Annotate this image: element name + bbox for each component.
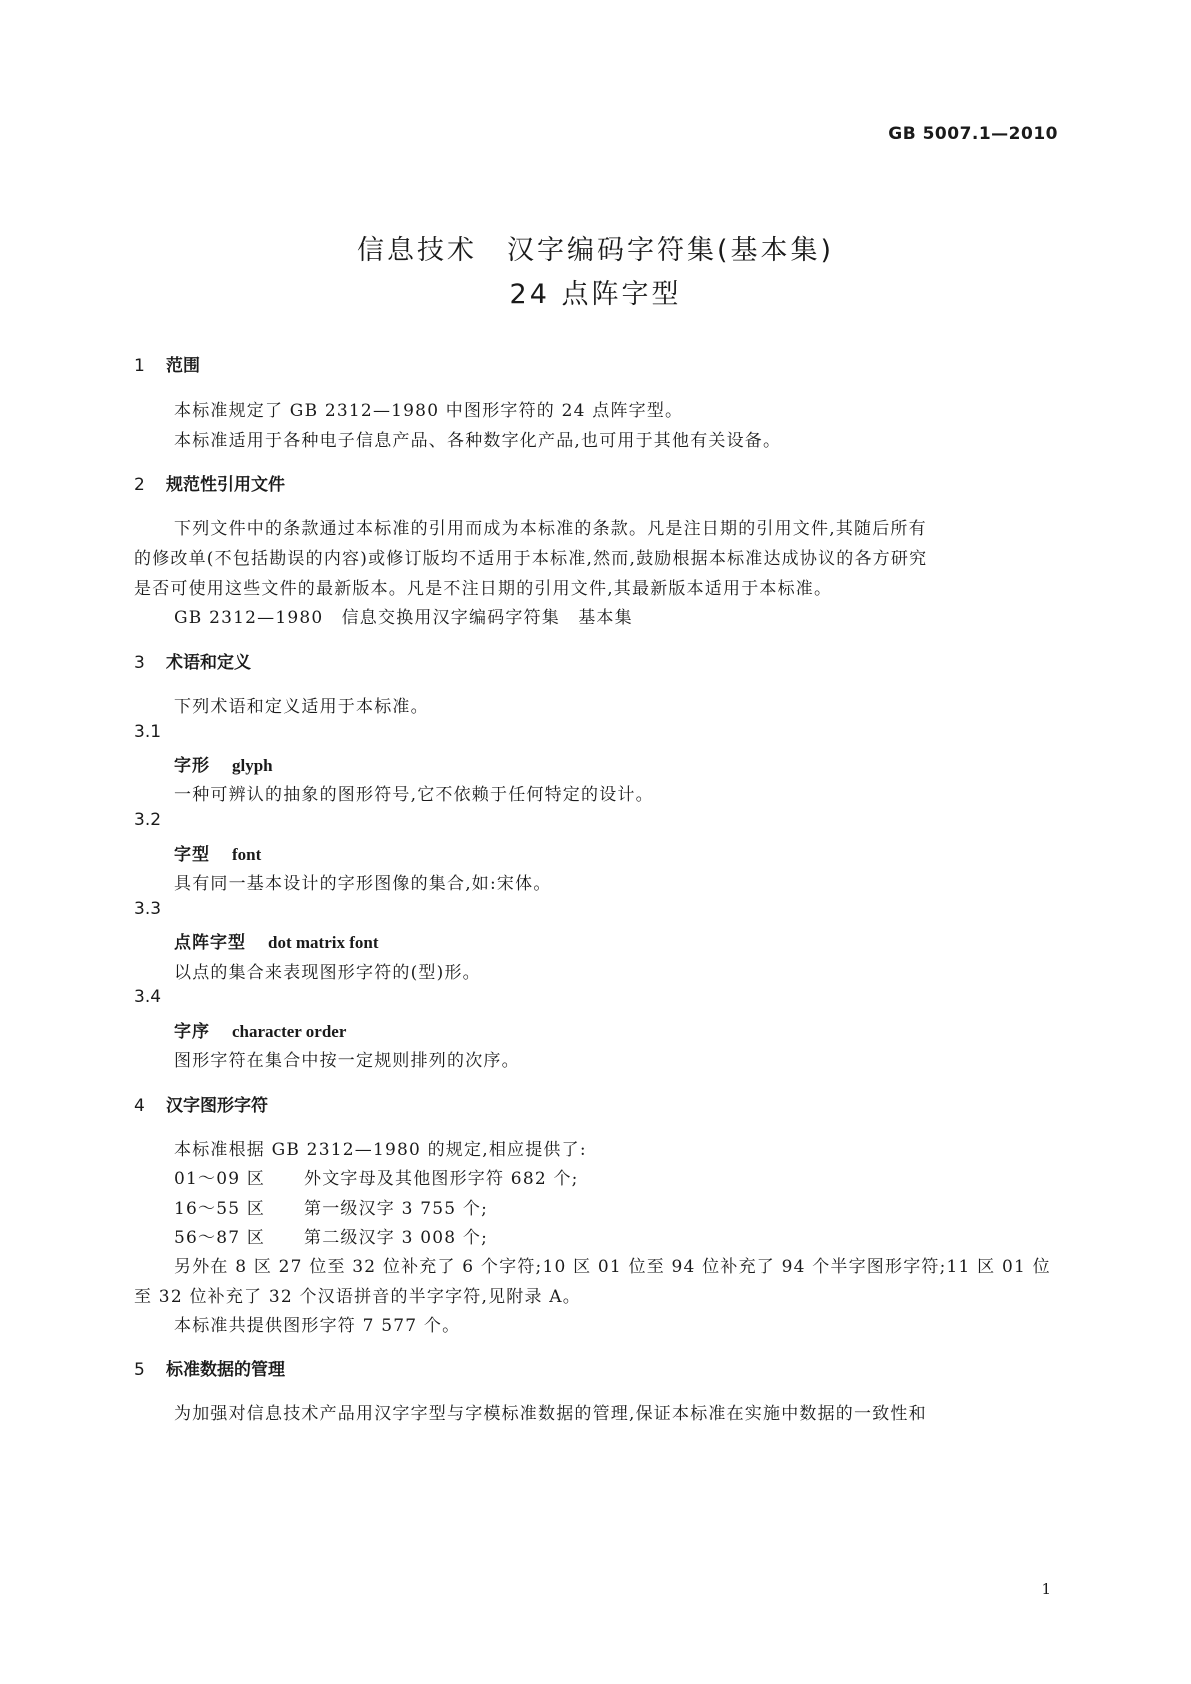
section-number: 1 [134,356,145,376]
section-number: 2 [134,475,145,495]
paragraph-line: 至 32 位补充了 32 个汉语拼音的半字字符,见附录 A。 [134,1287,581,1307]
document-title: 信息技术 汉字编码字符集(基本集) [356,235,835,266]
zone-row [174,1223,488,1248]
clause-number: 3.2 [134,810,162,830]
term-en: font [232,845,262,864]
term-entry [174,1017,346,1042]
section-title: 标准数据的管理 [166,1360,285,1380]
term-en: dot matrix font [268,933,379,952]
section-title: 汉字图形字符 [166,1096,268,1116]
section-title: 范围 [166,356,200,376]
clause-number: 3.4 [134,987,162,1007]
term-definition: 一种可辨认的抽象的图形符号,它不依赖于任何特定的设计。 [174,785,654,805]
paragraph: 本标准根据 GB 2312—1980 的规定,相应提供了: [174,1140,587,1160]
term-zh: 字序 [174,1022,210,1042]
section-heading-1 [134,351,200,376]
paragraph-line: 是否可使用这些文件的最新版本。凡是不注日期的引用文件,其最新版本适用于本标准。 [134,579,833,599]
paragraph: 本标准规定了 GB 2312—1980 中图形字符的 24 点阵字型。 [174,401,684,421]
term-zh: 字型 [174,845,210,865]
term-en: character order [232,1022,347,1041]
paragraph: 本标准共提供图形字符 7 577 个。 [174,1316,461,1336]
term-zh: 点阵字型 [174,933,246,953]
term-entry [174,751,273,776]
section-heading-2 [134,470,285,495]
clause-number: 3.1 [134,722,162,742]
zone-range: 16～55 区 [174,1199,266,1219]
term-zh: 字形 [174,756,210,776]
page-number: 1 [1041,1580,1051,1598]
document-subtitle: 24 点阵字型 [509,279,682,310]
term-en: glyph [232,756,273,775]
paragraph-line: 的修改单(不包括勘误的内容)或修订版均不适用于本标准,然而,鼓励根据本标准达成协议的各方研究 [134,549,928,569]
zone-description: 第一级汉字 3 755 个; [304,1199,489,1219]
zone-row [174,1164,579,1189]
term-entry [174,928,378,953]
paragraph: 本标准适用于各种电子信息产品、各种数字化产品,也可用于其他有关设备。 [174,431,782,451]
paragraph-line: 另外在 8 区 27 位至 32 位补充了 6 个字符;10 区 01 位至 94 位补充了 94 个半字图形字符;11 区 01 位 [174,1257,1051,1277]
section-heading-5 [134,1355,285,1380]
paragraph-line: 下列文件中的条款通过本标准的引用而成为本标准的条款。凡是注日期的引用文件,其随后所有 [174,519,927,539]
section-heading-4 [134,1091,268,1116]
zone-row [174,1194,488,1219]
zone-range: 56～87 区 [174,1228,266,1248]
section-title: 术语和定义 [166,653,251,673]
zone-description: 外文字母及其他图形字符 682 个; [304,1169,579,1189]
section-number: 5 [134,1360,145,1380]
section-title: 规范性引用文件 [166,475,285,495]
paragraph-line: 为加强对信息技术产品用汉字字型与字模标准数据的管理,保证本标准在实施中数据的一致性和 [174,1404,927,1424]
term-definition: 图形字符在集合中按一定规则排列的次序。 [174,1051,520,1071]
zone-description: 第二级汉字 3 008 个; [304,1228,489,1248]
term-entry [174,840,261,865]
term-definition: 具有同一基本设计的字形图像的集合,如:宋体。 [174,874,552,894]
zone-range: 01～09 区 [174,1169,266,1189]
standard-code: GB 5007.1—2010 [888,124,1058,144]
term-definition: 以点的集合来表现图形字符的(型)形。 [174,963,481,983]
section-number: 4 [134,1096,145,1116]
paragraph: 下列术语和定义适用于本标准。 [174,697,429,717]
section-heading-3 [134,648,251,673]
clause-number: 3.3 [134,899,162,919]
section-number: 3 [134,653,145,673]
normative-reference: GB 2312—1980 信息交换用汉字编码字符集 基本集 [174,608,633,628]
